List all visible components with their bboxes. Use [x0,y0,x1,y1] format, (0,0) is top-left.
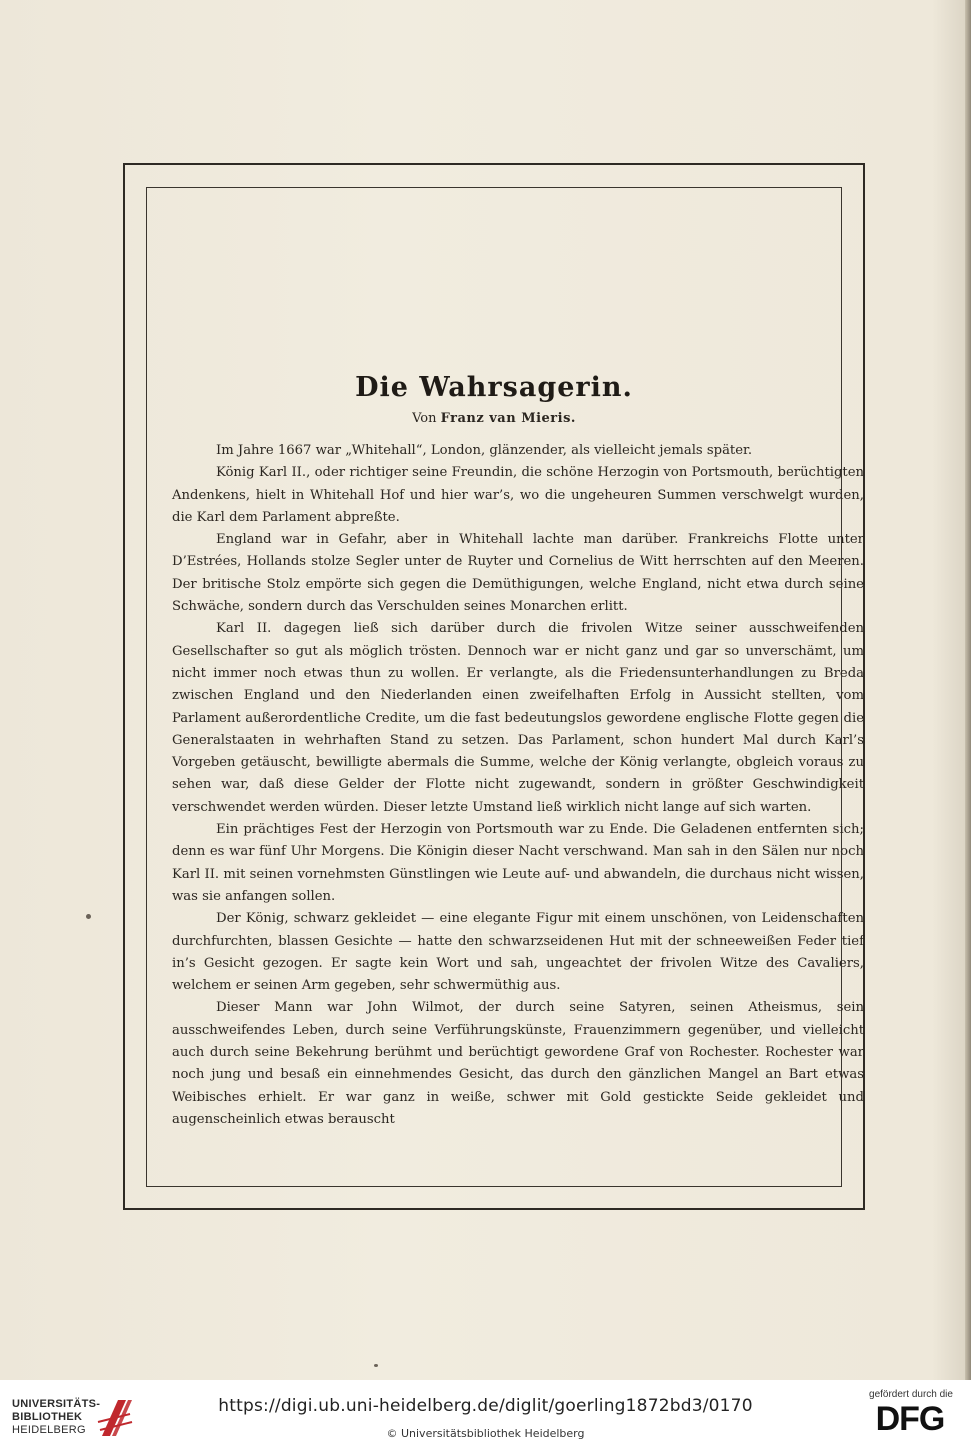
article-byline [146,411,842,426]
funding-label: gefördert durch die [869,1389,953,1400]
paragraph: König Karl II., oder richtiger seine Freundin, die schöne Herzogin von Portsmouth, berüchtigten Andenkens, hielt in Whitehall Hof und hier war’s, wo die ungeheuren Summen verschwelgt wurden, die Karl dem Parlament abpreßte. [172,465,864,525]
library-name-line1: UNIVERSITÄTS- [12,1398,101,1410]
library-name-line2: BIBLIOTHEK [12,1411,83,1423]
paragraph: England war in Gefahr, aber in Whitehall lachte man darüber. Frankreichs Flotte unter D’Estrées, Hollands stolze Segler unter de Ruyter und Cornelius de Witt herrschten auf den Meeren. Der britische Stolz empörte sich gegen die Demüthigungen, welche England, nicht etwa durch seine Schwäche, sondern durch das Verschulden seines Monarchen erlitt. [172,532,864,615]
paragraph: Dieser Mann war John Wilmot, der durch seine Satyren, seinen Atheismus, sein ausschweifendes Leben, durch seine Verführungskünste, Frauenzimmern gegenüber, und vielleicht auch durch seine Bekehrung berühmt und berüchtigt gewordene Graf von Rochester. Rochester war noch jung und besaß ein einnehmendes Gesicht, das durch den gänzlichen Mangel an Bart etwas Weibisches erhielt. Er war ganz in weiße, schwer mit Gold gestickte Seide gekleidet und augenscheinlich etwas berauscht [172,1000,864,1127]
paragraph: Karl II. dagegen ließ sich darüber durch die frivolen Witze seiner ausschweifenden Gesellschafter so gut als möglich trösten. Dennoch war er nicht ganz und gar so unverschämt, um nicht immer noch etwas thun zu wollen. Er verlangte, als die Friedensunterhandlungen zu Breda zwischen England und den Niederlanden einen zweifelhaften Erfolg in Aussicht stellten, vom Parlament außerordentliche Credite, um die fast bedeutungslos gewordene englische Flotte gegen die Generalstaaten in wehrhaften Stand zu setzen. Das Parlament, schon hundert Mal durch Karl’s Vorgeben getäuscht, bewilligte abermals die Summe, welche der König verlangte, obgleich voraus zu sehen war, daß diese Gelder der Flotte nicht zugewandt, sondern in größter Geschwindigkeit verschwendet werden würden. Dieser letzte Umstand ließ wirklich nicht lange auf sich warten. [172,621,864,815]
article-body [172,440,864,1131]
paper-speck [86,914,91,919]
permalink-url[interactable]: https://digi.ub.uni-heidelberg.de/diglit/goerling1872bd3/0170 [218,1396,753,1416]
page-edge-shadow [965,0,971,1380]
paragraph: Ein prächtiges Fest der Herzogin von Portsmouth war zu Ende. Die Geladenen entfernten sich; denn es war fünf Uhr Morgens. Die Königin dieser Nacht verschwand. Man sah in den Sälen nur noch Karl II. mit seinen vornehmsten Günstlingen wie Leute auf- und abwandeln, die durchaus nicht wissen, was sie anfangen sollen. [172,822,864,904]
paragraph: Im Jahre 1667 war „Whitehall“, London, glänzender, als vielleicht jemals später. [216,443,753,458]
author-name: Franz van Mieris. [440,411,576,426]
dfg-logo: DFG [875,1400,945,1438]
copyright-notice: © Universitätsbibliothek Heidelberg [386,1427,585,1440]
paragraph: Der König, schwarz gekleidet — eine elegante Figur mit einem unschönen, von Leidenschaften durchfurchten, blassen Gesichte — hatte den schwarzseidenen Hut mit der schneeweißen Feder tief in’s Gesicht gezogen. Er sagte kein Wort und sah, ungeachtet der frivolen Witze des Cavaliers, welchem er seinen Arm gegeben, sehr schwermüthig aus. [172,911,864,994]
article-title: Die Wahrsagerin. [355,372,633,403]
byline-prefix: Von [412,411,437,426]
paper-speck [374,1364,378,1367]
library-name-line3: HEIDELBERG [12,1424,86,1436]
